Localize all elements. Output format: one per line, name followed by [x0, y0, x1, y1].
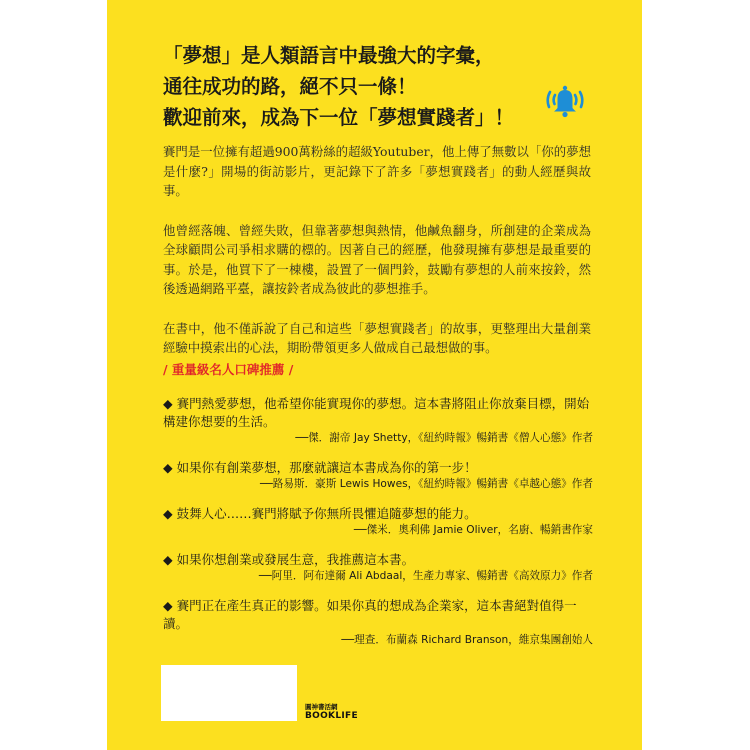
bell-icon — [543, 82, 587, 122]
publisher-name-chinese: 圓神書活網 — [305, 703, 338, 711]
endorsement-item — [163, 597, 593, 648]
endorsement-attribution: ──理查．布蘭森 Richard Branson，維京集團創始人 — [341, 634, 593, 646]
headline-line-3-start: 歡迎前來，成為下一位 — [163, 106, 359, 129]
endorsement-text: ◆ 賽門熱愛夢想，他希望你能實現你的夢想。這本書將阻止你放棄目標，開始構建你想要的生活。 — [163, 396, 590, 429]
endorsement-attribution: ──路易斯．豪斯 Lewis Howes，《紐約時報》暢銷書《卓越心態》作者 — [260, 478, 593, 490]
headline-line-1: 「夢想」是人類語言中最強大的字彙， — [163, 44, 495, 67]
endorsement-item — [163, 551, 593, 584]
endorsement-attribution: ──傑米．奧利佛 Jamie Oliver，名廚、暢銷書作家 — [353, 524, 593, 536]
recommendations-heading: / 重量級名人口碑推薦 / — [163, 362, 294, 377]
barcode-area — [161, 665, 297, 721]
description-paragraph-3: 在書中，他不僅訴說了自己和這些「夢想實踐者」的故事，更整理出大量創業經驗中摸索出的心法，期盼帶領更多人做成自己最想做的事。 — [163, 320, 591, 355]
endorsement-text: ◆ 如果你有創業夢想，那麼就讓這本書成為你的第一步！ — [163, 460, 477, 475]
endorsement-text: ◆ 鼓舞人心……賽門將賦予你無所畏懼追隨夢想的能力。 — [163, 506, 477, 521]
headline — [163, 40, 603, 133]
endorsement-attribution: ──傑．謝帝 Jay Shetty，《紐約時報》暢銷書《僧人心態》作者 — [295, 432, 593, 444]
endorsement-text: ◆ 如果你想創業或發展生意，我推薦這本書。 — [163, 552, 415, 567]
endorsement-item — [163, 395, 593, 446]
endorsement-text: ◆ 賽門正在產生真正的影響。如果你真的想成為企業家，這本書絕對值得一讀。 — [163, 598, 577, 631]
book-description — [163, 142, 591, 378]
endorsement-attribution: ──阿里．阿布達爾 Ali Abdaal，生產力專家、暢銷書《高效原力》作者 — [258, 570, 593, 582]
headline-line-2: 通往成功的路，絕不只一條！ — [163, 75, 417, 98]
headline-line-3-end: ！ — [494, 106, 515, 129]
description-paragraph-1: 賽門是一位擁有超過900萬粉絲的超級Youtuber，他上傳了無數以「你的夢想是什麼?」開場的街訪影片，更記錄下了許多「夢想實踐者」的動人經歷與故事。 — [163, 144, 591, 198]
endorsement-item — [163, 459, 593, 492]
publisher-name-english: BOOKLIFE — [305, 711, 358, 721]
publisher-logo — [305, 703, 358, 721]
endorsement-list — [163, 395, 593, 661]
description-paragraph-2: 他曾經落魄、曾經失敗，但靠著夢想與熱情，他鹹魚翻身，所創建的企業成為全球顧問公司爭相求購的標的。因著自己的經歷，他發現擁有夢想是最重要的事。於是，他買下了一棟樓，設置了一個門鈴，鼓勵有夢想的人前來按鈴，然後透過網路平臺，讓按鈴者成為彼此的夢想推手。 — [163, 222, 591, 296]
headline-dream-practitioner: 「夢想實踐者」 — [358, 106, 495, 129]
headline-line-3 — [163, 102, 603, 133]
endorsement-item — [163, 505, 593, 538]
